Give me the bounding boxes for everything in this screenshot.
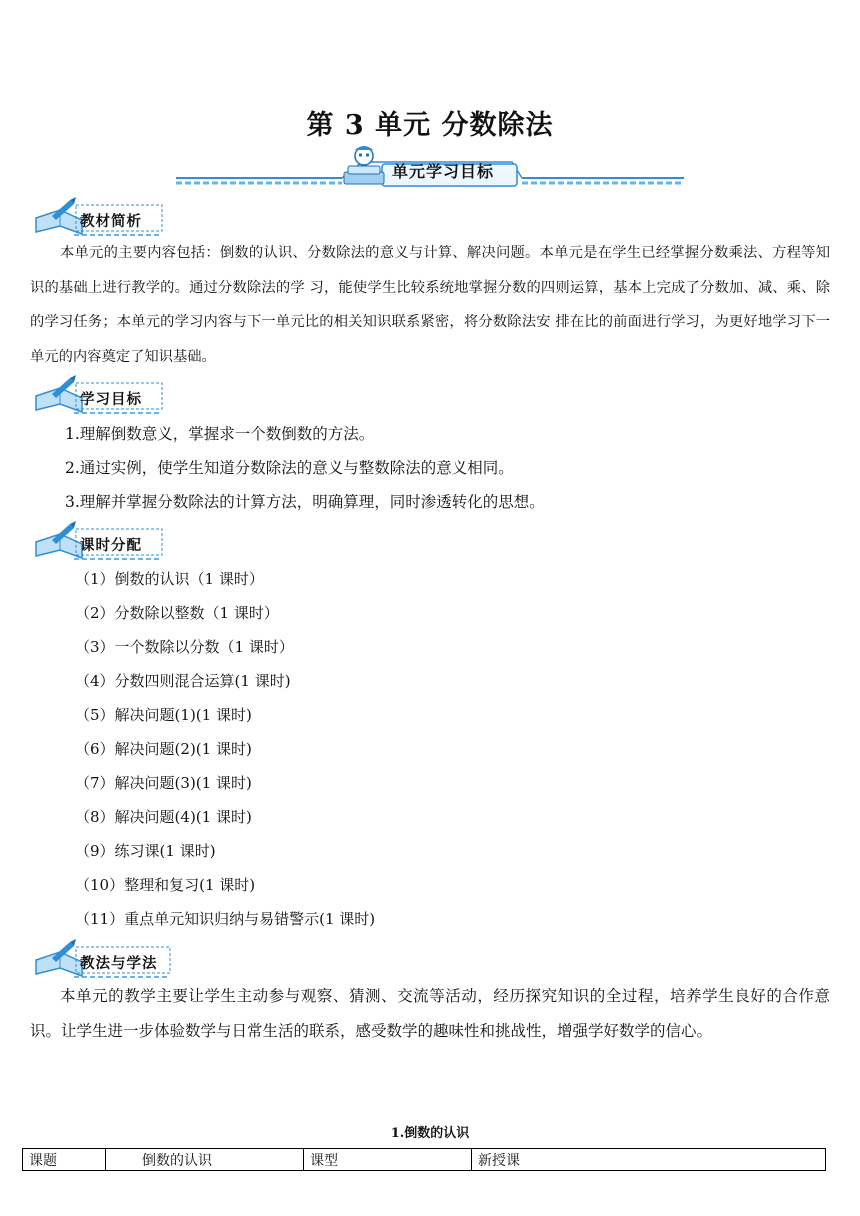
unit-title: 第 3 单元 分数除法 bbox=[306, 110, 554, 141]
analysis-paragraph: 本单元的主要内容包括：倒数的认识、分数除法的意义与计算、解决问题。本单元是在学生已经掌握分数乘法、方程等知识的基础上进行教学的。通过分数除法的学 习，能使学生比较系统地掌握分数的四则运算，基本上完成了分数加、减、乘、除的学习任务；本单元的学习内容与下一单元比的相关知识联系紧密，将分数除法安 排在比的前面进行学习，为更好地学习下一单元的内容奠定了知识基础。 bbox=[30, 245, 830, 365]
schedule-item: （3）一个数除以分数（1 课时） bbox=[75, 638, 294, 656]
unit-goals-label: 单元学习目标 bbox=[392, 162, 495, 181]
section-header-methods bbox=[30, 938, 180, 982]
table-cell: 新授课 bbox=[472, 1149, 826, 1171]
schedule-item: （6）解决问题(2)(1 课时) bbox=[75, 740, 252, 758]
section-header-schedule bbox=[30, 520, 180, 564]
schedule-item: （1）倒数的认识（1 课时） bbox=[75, 570, 264, 588]
lesson-info-table bbox=[22, 1148, 826, 1171]
section-label: 教法与学法 bbox=[80, 956, 158, 972]
table-row bbox=[23, 1149, 826, 1171]
goal-item: 2.通过实例，使学生知道分数除法的意义与整数除法的意义相同。 bbox=[65, 459, 514, 477]
schedule-item: （8）解决问题(4)(1 课时) bbox=[75, 808, 252, 826]
goal-item: 3.理解并掌握分数除法的计算方法，明确算理，同时渗透转化的思想。 bbox=[65, 493, 545, 511]
table-cell: 课题 bbox=[23, 1149, 106, 1171]
section-label: 课时分配 bbox=[80, 538, 142, 554]
schedule-item: （2）分数除以整数（1 课时） bbox=[75, 604, 279, 622]
schedule-item: （7）解决问题(3)(1 课时) bbox=[75, 774, 252, 792]
schedule-item: （4）分数四则混合运算(1 课时) bbox=[75, 672, 291, 690]
schedule-item: （11）重点单元知识归纳与易错警示(1 课时) bbox=[75, 910, 376, 928]
table-cell: 倒数的认识 bbox=[106, 1149, 304, 1171]
section-header-analysis bbox=[30, 196, 180, 240]
section-label: 学习目标 bbox=[80, 392, 142, 408]
schedule-item: （10）整理和复习(1 课时) bbox=[75, 876, 256, 894]
table-cell: 课型 bbox=[304, 1149, 472, 1171]
methods-paragraph: 本单元的教学主要让学生主动参与观察、猜测、交流等活动，经历探究知识的全过程，培养学生良好的合作意识。让学生进一步体验数学与日常生活的联系，感受数学的趣味性和挑战性，增强学好数学的信心。 bbox=[30, 987, 830, 1040]
schedule-item: （5）解决问题(1)(1 课时) bbox=[75, 706, 252, 724]
lesson-title: 1.倒数的认识 bbox=[390, 1126, 470, 1141]
section-label: 教材简析 bbox=[80, 214, 142, 230]
section-header-goals bbox=[30, 374, 180, 418]
goal-item: 1.理解倒数意义，掌握求一个数倒数的方法。 bbox=[65, 425, 375, 443]
schedule-item: （9）练习课(1 课时) bbox=[75, 842, 216, 860]
student-reading-icon bbox=[344, 146, 384, 184]
